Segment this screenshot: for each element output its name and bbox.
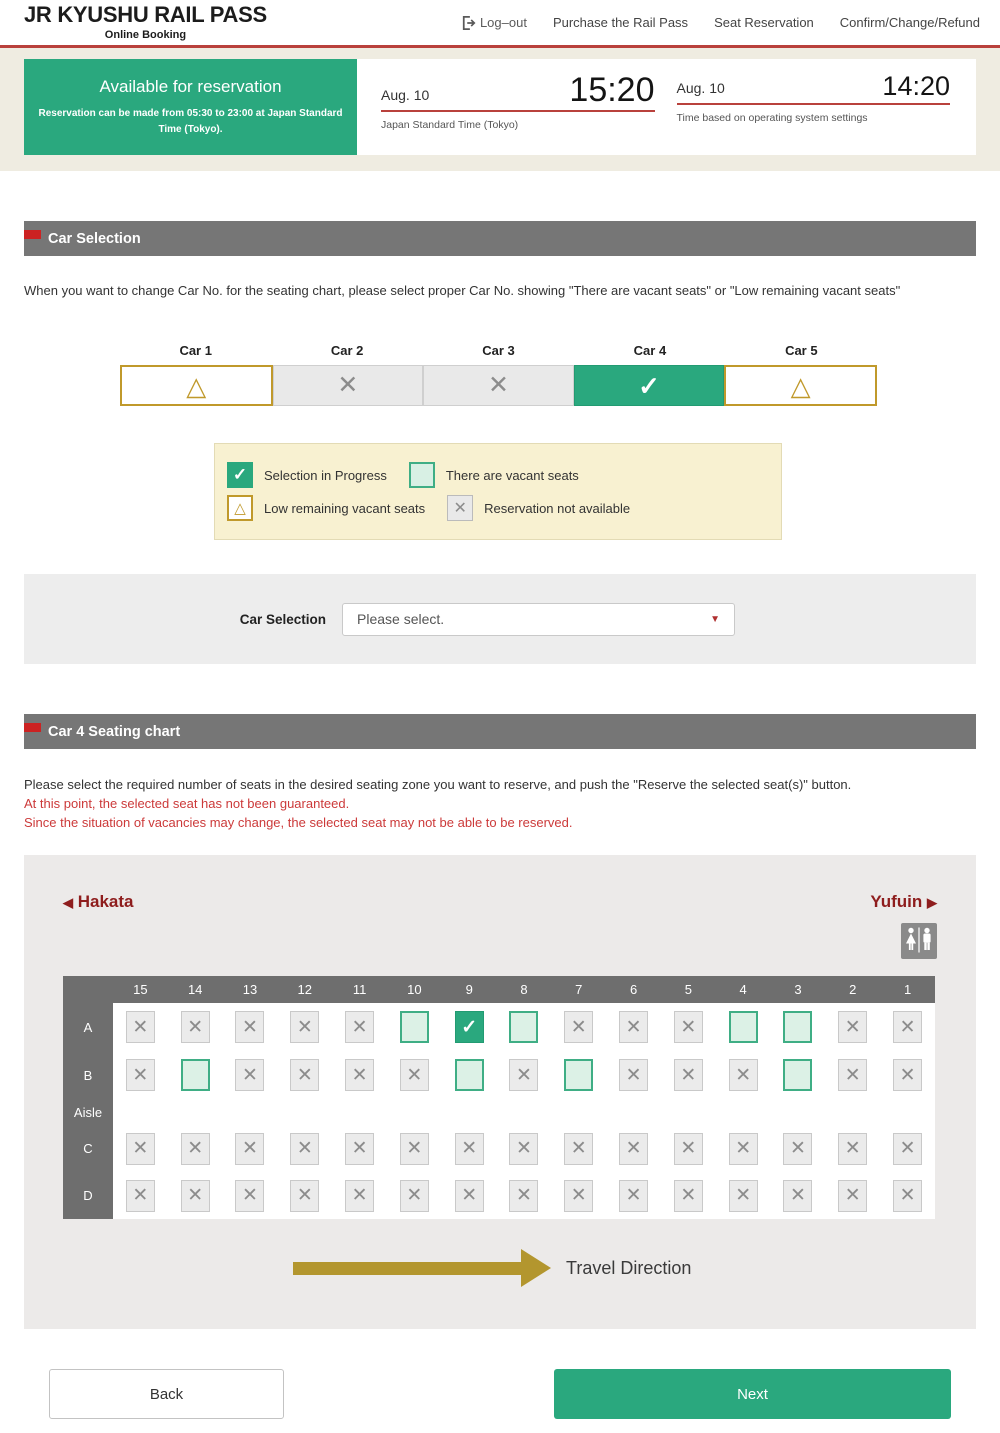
seat-D11: ✕ [345, 1180, 374, 1212]
legend-item-unavailable [447, 495, 630, 521]
seat-slot [113, 1133, 168, 1165]
seat-A13: ✕ [235, 1011, 264, 1043]
seat-slot [332, 1133, 387, 1165]
seat-D1: ✕ [893, 1180, 922, 1212]
seat-row-c [113, 1125, 935, 1172]
seat-D14: ✕ [181, 1180, 210, 1212]
seat-slot [551, 1133, 606, 1165]
clock-jst-top [381, 73, 655, 112]
seat-slot [442, 1059, 497, 1091]
car-selection-select[interactable] [342, 603, 735, 636]
car-cell-car-3 [423, 365, 574, 406]
seat-slot [825, 1011, 880, 1043]
seat-slot [223, 1059, 278, 1091]
column-number-9: 9 [465, 982, 473, 998]
seat-slot [387, 1180, 442, 1212]
column-number-1: 1 [903, 982, 912, 998]
seat-C3: ✕ [783, 1133, 812, 1165]
seat-C2: ✕ [838, 1133, 867, 1165]
seat-B2: ✕ [838, 1059, 867, 1091]
section-marker-icon [24, 230, 41, 239]
clock-jst-caption: Japan Standard Time (Tokyo) [381, 119, 519, 131]
seat-slot [387, 1059, 442, 1091]
seat-A11: ✕ [345, 1011, 374, 1043]
column-number-14: 14 [187, 982, 203, 998]
status-card [24, 59, 976, 155]
seat-B15: ✕ [126, 1059, 155, 1091]
seat-slot [551, 1059, 606, 1091]
car-cells [120, 365, 877, 406]
legend-row [227, 462, 769, 488]
seat-C10: ✕ [400, 1133, 429, 1165]
nav-purchase-rail-pass[interactable]: Purchase the Rail Pass [552, 15, 689, 30]
check-icon [227, 462, 253, 488]
seat-row-aisle [113, 1099, 935, 1125]
column-number-2: 2 [849, 982, 857, 998]
seat-slot [716, 1180, 771, 1212]
seat-D5: ✕ [674, 1180, 703, 1212]
header-nav [462, 15, 980, 30]
travel-arrow-icon [293, 1262, 521, 1275]
left-station [63, 892, 134, 912]
row-label-d: D [83, 1188, 93, 1204]
column-number-15: 15 [133, 982, 148, 998]
left-arrow-icon: ◀ [63, 895, 73, 911]
legend-row [227, 495, 769, 521]
legend-icon-glyph: ✕ [453, 500, 467, 517]
column-number-3: 3 [794, 982, 802, 998]
seat-slot [771, 1011, 826, 1043]
row-label-b: B [83, 1067, 93, 1083]
seat-slot [661, 1059, 716, 1091]
column-number-6: 6 [629, 982, 638, 998]
seat-slot [442, 1180, 497, 1212]
car-labels [120, 343, 877, 365]
vacant-seat-icon [409, 462, 435, 488]
seat-slot [825, 1180, 880, 1212]
legend-label: Selection in Progress [264, 467, 387, 483]
seat-A12: ✕ [290, 1011, 319, 1043]
row-label-aisle: Aisle [73, 1104, 103, 1120]
seat-B10: ✕ [400, 1059, 429, 1091]
triangle-icon [227, 495, 253, 521]
seat-A5: ✕ [674, 1011, 703, 1043]
availability-title: Available for reservation [99, 77, 282, 96]
seat-B14[interactable] [181, 1059, 210, 1091]
availability-subtitle: Reservation can be made from 05:30 to 23:00 at Japan Standard Time (Tokyo). [38, 108, 343, 135]
column-number-10: 10 [407, 982, 422, 998]
seat-A4[interactable] [729, 1011, 758, 1043]
seat-slot [606, 1180, 661, 1212]
seat-slot [771, 1180, 826, 1212]
seat-D15: ✕ [126, 1180, 155, 1212]
travel-direction-label: Travel Direction [566, 1257, 692, 1278]
seat-slot [497, 1059, 552, 1091]
seat-slot [551, 1180, 606, 1212]
check-icon: ✓ [638, 370, 660, 401]
seat-D9: ✕ [455, 1180, 484, 1212]
column-number-12: 12 [297, 982, 313, 998]
x-icon: ✕ [337, 371, 359, 399]
seat-slot [113, 1180, 168, 1212]
car-label: Car 1 [179, 343, 212, 358]
legend-item-selected [227, 462, 387, 488]
seat-slot [387, 1133, 442, 1165]
car-selection-instruction: When you want to change Car No. for the seating chart, please select proper Car No. showing "There are vacant seats" or "Low remaining vacant seats" [24, 283, 901, 298]
seat-slot [168, 1180, 223, 1212]
car-cell-car-1[interactable] [120, 365, 273, 406]
seat-slot [442, 1133, 497, 1165]
section-marker-icon [24, 723, 41, 732]
seat-D13: ✕ [235, 1180, 264, 1212]
seat-A9[interactable]: ✓ [455, 1011, 484, 1043]
car-strip [120, 343, 877, 406]
seat-slot [277, 1059, 332, 1091]
seat-A15: ✕ [126, 1011, 155, 1043]
seat-slot [387, 1011, 442, 1043]
seat-status-legend [214, 443, 782, 540]
legend-icon-glyph: ✓ [232, 465, 248, 484]
seat-B13: ✕ [235, 1059, 264, 1091]
seat-A8[interactable] [509, 1011, 538, 1043]
right-arrow-icon: ▶ [927, 895, 937, 911]
x-icon: ✕ [488, 371, 509, 399]
status-band [0, 48, 1000, 171]
seat-slot [551, 1011, 606, 1043]
seat-A6: ✕ [619, 1011, 648, 1043]
seat-C13: ✕ [235, 1133, 264, 1165]
car-label: Car 2 [330, 343, 364, 358]
car-selection-dropdown-panel [24, 574, 976, 664]
clock-local [677, 73, 951, 155]
seating-chart-instructions [24, 775, 976, 832]
seat-slot [880, 1011, 935, 1043]
site-header [0, 0, 1000, 48]
seat-C9: ✕ [455, 1133, 484, 1165]
main-content [0, 221, 1000, 1433]
seating-warning-line-2: Since the situation of vacancies may change, the selected seat may not be able to be reserved. [24, 815, 573, 831]
seat-D4: ✕ [729, 1180, 758, 1212]
logo-subtitle: Online Booking [104, 29, 187, 41]
seat-slot [606, 1011, 661, 1043]
seat-A2: ✕ [838, 1011, 867, 1043]
legend-item-low [227, 495, 425, 521]
seat-slot [771, 1133, 826, 1165]
triangle-icon: △ [186, 370, 207, 401]
car-selection-section-header [24, 221, 976, 256]
nav-confirm-change-refund[interactable]: Confirm/Change/Refund [839, 15, 980, 30]
seat-slot [113, 1011, 168, 1043]
column-number-11: 11 [352, 982, 367, 998]
left-station-label: Hakata [77, 892, 134, 912]
seat-slot [880, 1059, 935, 1091]
seat-C8: ✕ [509, 1133, 538, 1165]
seat-slot [497, 1133, 552, 1165]
clock-local-date: Aug. 10 [676, 80, 725, 96]
stations-row [63, 892, 937, 912]
seat-slot [332, 1011, 387, 1043]
seat-B1: ✕ [893, 1059, 922, 1091]
nav-seat-reservation[interactable]: Seat Reservation [714, 15, 814, 30]
seat-slot [168, 1059, 223, 1091]
seat-row-b [113, 1051, 935, 1099]
seat-C12: ✕ [290, 1133, 319, 1165]
seat-slot [497, 1011, 552, 1043]
seat-C4: ✕ [729, 1133, 758, 1165]
seat-C11: ✕ [345, 1133, 374, 1165]
seat-grid-column-header [63, 976, 935, 1003]
seat-slot [168, 1011, 223, 1043]
seat-B7[interactable] [564, 1059, 593, 1091]
seat-C14: ✕ [181, 1133, 210, 1165]
clocks [357, 59, 976, 155]
seat-A1: ✕ [893, 1011, 922, 1043]
car-cell-car-5[interactable] [724, 365, 877, 406]
seat-D12: ✕ [290, 1180, 319, 1212]
next-button[interactable]: Next [554, 1369, 951, 1419]
seat-B8: ✕ [509, 1059, 538, 1091]
seat-slot [277, 1180, 332, 1212]
clock-jst [381, 73, 655, 155]
legend-label: Low remaining vacant seats [264, 500, 426, 516]
triangle-icon: △ [790, 370, 811, 401]
seat-A3[interactable] [783, 1011, 812, 1043]
travel-arrow-head-icon [521, 1249, 551, 1287]
seat-D10: ✕ [400, 1180, 429, 1212]
car-label: Car 4 [633, 343, 667, 358]
seat-grid-body [63, 1003, 935, 1219]
seating-instruction-line: Please select the required number of seats in the desired seating zone you want to reserve, and push the "Reserve the selected seat(s)" button. [24, 777, 852, 792]
seat-slot [716, 1133, 771, 1165]
seat-A7: ✕ [564, 1011, 593, 1043]
seating-chart-title: Car 4 Seating chart [48, 723, 181, 740]
seat-D7: ✕ [564, 1180, 593, 1212]
x-icon [447, 495, 473, 521]
seat-slot [716, 1011, 771, 1043]
car-label: Car 3 [482, 343, 515, 358]
row-label-a: A [83, 1019, 93, 1035]
seating-chart-section-header [24, 714, 976, 749]
seat-slot [223, 1180, 278, 1212]
logo-title: JR KYUSHU RAIL PASS [24, 2, 267, 27]
seat-slot [716, 1059, 771, 1091]
seat-slot [880, 1133, 935, 1165]
seat-slot [661, 1011, 716, 1043]
right-station [870, 892, 937, 912]
seat-slot [497, 1180, 552, 1212]
clock-jst-date: Aug. 10 [381, 87, 430, 103]
right-station-label: Yufuin [870, 892, 923, 912]
seat-slot [825, 1133, 880, 1165]
chevron-down-icon: ▼ [710, 613, 720, 625]
car-label: Car 5 [785, 343, 818, 358]
clock-local-caption: Time based on operating system settings [676, 112, 868, 124]
seat-slot [277, 1133, 332, 1165]
seat-row-d [113, 1172, 935, 1219]
seat-C1: ✕ [893, 1133, 922, 1165]
seat-B3[interactable] [783, 1059, 812, 1091]
restroom-row [63, 923, 937, 959]
seat-slot [825, 1059, 880, 1091]
seat-slot [223, 1011, 278, 1043]
nav-logout[interactable] [462, 15, 527, 30]
car-selection-select-value: Please select. [357, 611, 445, 627]
seat-C5: ✕ [674, 1133, 703, 1165]
seat-slot [332, 1180, 387, 1212]
seat-slot [606, 1133, 661, 1165]
clock-jst-time: 15:20 [569, 71, 655, 109]
seat-slot [606, 1059, 661, 1091]
back-button[interactable]: Back [49, 1369, 284, 1419]
legend-label: Reservation not available [484, 500, 631, 516]
seat-slot [661, 1180, 716, 1212]
column-number-8: 8 [520, 982, 528, 998]
column-number-4: 4 [739, 982, 747, 998]
seat-D3: ✕ [783, 1180, 812, 1212]
seat-B6: ✕ [619, 1059, 648, 1091]
car-cell-car-2 [273, 365, 424, 406]
legend-icon-glyph: △ [234, 500, 246, 517]
seat-slot [771, 1059, 826, 1091]
row-label-column [63, 1003, 113, 1219]
seat-row-a [113, 1003, 935, 1051]
footer-actions [24, 1329, 976, 1433]
seat-B12: ✕ [290, 1059, 319, 1091]
legend-item-vacant [409, 462, 579, 488]
seat-slot [880, 1180, 935, 1212]
seating-warning-line-1: At this point, the selected seat has not been guaranteed. [24, 796, 350, 812]
seat-A10[interactable] [400, 1011, 429, 1043]
car-cell-car-4[interactable] [574, 365, 725, 406]
seat-slot [168, 1133, 223, 1165]
seat-slot [442, 1011, 497, 1043]
seat-B11: ✕ [345, 1059, 374, 1091]
travel-direction [293, 1249, 937, 1287]
legend-label: There are vacant seats [445, 467, 579, 483]
seating-panel [24, 855, 976, 1329]
logo[interactable] [24, 4, 267, 41]
seat-slot [661, 1133, 716, 1165]
column-number-13: 13 [242, 982, 258, 998]
seat-slot [277, 1011, 332, 1043]
seat-C6: ✕ [619, 1133, 648, 1165]
column-number-7: 7 [575, 982, 583, 998]
restroom-icon [901, 923, 937, 959]
seat-B4: ✕ [729, 1059, 758, 1091]
seats-area [113, 1003, 935, 1219]
seat-slot [332, 1059, 387, 1091]
clock-local-time: 14:20 [882, 71, 950, 101]
clock-local-top [677, 73, 951, 105]
seat-D8: ✕ [509, 1180, 538, 1212]
seat-slot [113, 1059, 168, 1091]
column-number-5: 5 [684, 982, 692, 998]
seat-grid [63, 976, 935, 1219]
seat-C7: ✕ [564, 1133, 593, 1165]
availability-banner [24, 59, 357, 155]
seat-D2: ✕ [838, 1180, 867, 1212]
row-label-c: C [83, 1141, 93, 1157]
seat-C15: ✕ [126, 1133, 155, 1165]
nav-logout-label: Log–out [479, 15, 527, 30]
car-selection-dropdown-label: Car Selection [239, 611, 326, 627]
seat-B5: ✕ [674, 1059, 703, 1091]
seat-B9[interactable] [455, 1059, 484, 1091]
logout-icon [462, 16, 476, 30]
seat-D6: ✕ [619, 1180, 648, 1212]
seat-A14: ✕ [181, 1011, 210, 1043]
seat-slot [223, 1133, 278, 1165]
car-selection-title: Car Selection [48, 230, 141, 247]
